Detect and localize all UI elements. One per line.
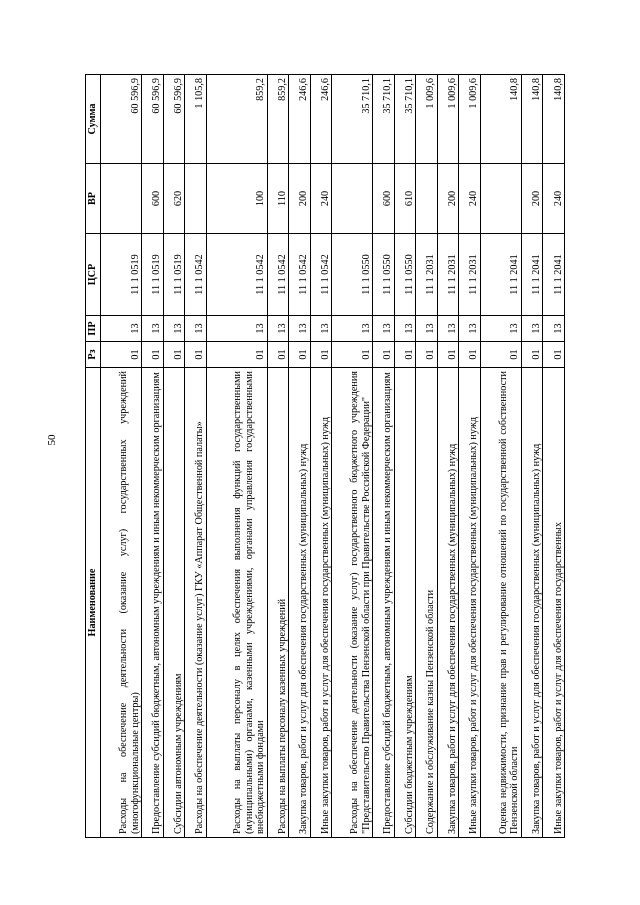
header-vr: ВР bbox=[86, 164, 101, 234]
cell-sum: 1 009,6 bbox=[437, 75, 458, 164]
cell-pr: 13 bbox=[142, 316, 163, 342]
cell-sum: 60 596,9 bbox=[142, 75, 163, 164]
cell-pr: 13 bbox=[163, 316, 184, 342]
table-row bbox=[373, 75, 394, 838]
cell-pr: 13 bbox=[543, 316, 565, 342]
cell-csr: 11 1 2041 bbox=[543, 234, 565, 316]
cell-sum: 859,2 bbox=[206, 75, 267, 164]
page-number: 50 bbox=[46, 434, 58, 446]
cell-name: Закупка товаров, работ и услуг для обеспечения государственных (муниципальных) нужд bbox=[521, 368, 542, 838]
table-row bbox=[101, 75, 142, 838]
table-row bbox=[437, 75, 458, 838]
cell-name: Расходы на выплаты персоналу казенных учреждений bbox=[267, 368, 288, 838]
cell-sum: 140,8 bbox=[480, 75, 521, 164]
cell-csr: 11 1 0550 bbox=[332, 234, 373, 316]
cell-pr: 13 bbox=[459, 316, 480, 342]
cell-rz: 01 bbox=[267, 342, 288, 368]
cell-csr: 11 1 2031 bbox=[459, 234, 480, 316]
cell-vr: 100 bbox=[206, 164, 267, 234]
cell-sum: 140,8 bbox=[521, 75, 542, 164]
cell-pr: 13 bbox=[416, 316, 437, 342]
cell-pr: 13 bbox=[267, 316, 288, 342]
cell-rz: 01 bbox=[480, 342, 521, 368]
table-row bbox=[521, 75, 542, 838]
cell-rz: 01 bbox=[437, 342, 458, 368]
header-sum: Сумма bbox=[86, 75, 101, 164]
cell-name: Иные закупки товаров, работ и услуг для обеспечения государственных (муниципальных) нужд bbox=[310, 368, 331, 838]
cell-rz: 01 bbox=[521, 342, 542, 368]
table-header-row bbox=[86, 75, 101, 838]
table-row bbox=[480, 75, 521, 838]
cell-rz: 01 bbox=[416, 342, 437, 368]
cell-vr: 600 bbox=[373, 164, 394, 234]
cell-rz: 01 bbox=[289, 342, 310, 368]
cell-name: Субсидии автономным учреждениям bbox=[163, 368, 184, 838]
cell-name: Оценка недвижимости, признание прав и регулирование отношений по государственной собственности Пензенской области bbox=[480, 368, 521, 838]
cell-csr: 11 1 0542 bbox=[310, 234, 331, 316]
cell-pr: 13 bbox=[289, 316, 310, 342]
cell-rz: 01 bbox=[163, 342, 184, 368]
budget-table bbox=[85, 74, 565, 838]
cell-vr: 240 bbox=[543, 164, 565, 234]
table-row bbox=[142, 75, 163, 838]
cell-csr: 11 1 2041 bbox=[480, 234, 521, 316]
cell-vr: 200 bbox=[289, 164, 310, 234]
cell-sum: 1 009,6 bbox=[459, 75, 480, 164]
table-row bbox=[543, 75, 565, 838]
cell-name: Расходы на обеспечение деятельности (оказание услуг) государственных учреждений (многофункциональные центры) bbox=[101, 368, 142, 838]
cell-vr bbox=[480, 164, 521, 234]
table-row bbox=[459, 75, 480, 838]
cell-name: Предоставление субсидий бюджетным, автономным учреждениям и иным некоммерческим организациям bbox=[142, 368, 163, 838]
cell-sum: 60 596,9 bbox=[101, 75, 142, 164]
table-row bbox=[416, 75, 437, 838]
cell-csr: 11 1 0519 bbox=[163, 234, 184, 316]
cell-csr: 11 1 2031 bbox=[416, 234, 437, 316]
cell-rz: 01 bbox=[459, 342, 480, 368]
cell-csr: 11 1 0542 bbox=[289, 234, 310, 316]
cell-vr: 240 bbox=[459, 164, 480, 234]
cell-sum: 246,6 bbox=[310, 75, 331, 164]
cell-pr: 13 bbox=[373, 316, 394, 342]
cell-rz: 01 bbox=[101, 342, 142, 368]
cell-pr: 13 bbox=[394, 316, 415, 342]
cell-csr: 11 1 0550 bbox=[394, 234, 415, 316]
table-row bbox=[163, 75, 184, 838]
cell-csr: 11 1 0542 bbox=[206, 234, 267, 316]
cell-sum: 60 596,9 bbox=[163, 75, 184, 164]
header-rz: Рз bbox=[86, 342, 101, 368]
cell-sum: 246,6 bbox=[289, 75, 310, 164]
cell-rz: 01 bbox=[206, 342, 267, 368]
cell-pr: 13 bbox=[101, 316, 142, 342]
cell-vr: 200 bbox=[521, 164, 542, 234]
cell-name: Субсидии бюджетным учреждениям bbox=[394, 368, 415, 838]
cell-rz: 01 bbox=[332, 342, 373, 368]
cell-vr: 600 bbox=[142, 164, 163, 234]
cell-rz: 01 bbox=[310, 342, 331, 368]
table-row bbox=[332, 75, 373, 838]
cell-pr: 13 bbox=[206, 316, 267, 342]
cell-sum: 35 710,1 bbox=[394, 75, 415, 164]
table-row bbox=[267, 75, 288, 838]
cell-name: Иные закупки товаров, работ и услуг для обеспечения государственных (муниципальных) нужд bbox=[459, 368, 480, 838]
cell-name: Содержание и обслуживание казны Пензенской области bbox=[416, 368, 437, 838]
cell-csr: 11 1 0519 bbox=[142, 234, 163, 316]
header-csr: ЦСР bbox=[86, 234, 101, 316]
cell-pr: 13 bbox=[521, 316, 542, 342]
cell-sum: 140,8 bbox=[543, 75, 565, 164]
cell-csr: 11 1 0542 bbox=[185, 234, 206, 316]
cell-name: Иные закупки товаров, работ и услуг для обеспечения государственных bbox=[543, 368, 565, 838]
cell-vr: 610 bbox=[394, 164, 415, 234]
cell-pr: 13 bbox=[437, 316, 458, 342]
cell-csr: 11 1 2031 bbox=[437, 234, 458, 316]
cell-vr bbox=[101, 164, 142, 234]
cell-name: Расходы на выплаты персоналу в целях обеспечения выполнения функций государственными (муниципальными) органами, казенными учреждениями, органами управления государственными внебюджетными фондами bbox=[206, 368, 267, 838]
cell-pr: 13 bbox=[185, 316, 206, 342]
cell-sum: 859,2 bbox=[267, 75, 288, 164]
cell-vr bbox=[185, 164, 206, 234]
cell-rz: 01 bbox=[543, 342, 565, 368]
cell-rz: 01 bbox=[185, 342, 206, 368]
table-row bbox=[185, 75, 206, 838]
cell-name: Предоставление субсидий бюджетным, автономным учреждениям и иным некоммерческим организациям bbox=[373, 368, 394, 838]
cell-name: Расходы на обеспечение деятельности (оказание услуг) государственного бюджетного учреждения "Представительство Правительства Пензенской области при Правительстве Российской Федерации" bbox=[332, 368, 373, 838]
table-row bbox=[394, 75, 415, 838]
cell-vr: 200 bbox=[437, 164, 458, 234]
cell-sum: 1 009,6 bbox=[416, 75, 437, 164]
cell-rz: 01 bbox=[373, 342, 394, 368]
table-row bbox=[310, 75, 331, 838]
cell-name: Расходы на обеспечение деятельности (оказание услуг) ГКУ «Аппарат Общественной палаты» bbox=[185, 368, 206, 838]
cell-csr: 11 1 2041 bbox=[521, 234, 542, 316]
budget-table-region bbox=[85, 75, 565, 838]
cell-pr: 13 bbox=[480, 316, 521, 342]
cell-vr: 110 bbox=[267, 164, 288, 234]
cell-csr: 11 1 0550 bbox=[373, 234, 394, 316]
cell-name: Закупка товаров, работ и услуг для обеспечения государственных (муниципальных) нужд bbox=[289, 368, 310, 838]
cell-vr bbox=[416, 164, 437, 234]
cell-vr: 620 bbox=[163, 164, 184, 234]
header-pr: ПР bbox=[86, 316, 101, 342]
cell-vr bbox=[332, 164, 373, 234]
table-row bbox=[206, 75, 267, 838]
cell-pr: 13 bbox=[310, 316, 331, 342]
cell-csr: 11 1 0519 bbox=[101, 234, 142, 316]
cell-vr: 240 bbox=[310, 164, 331, 234]
table-row bbox=[289, 75, 310, 838]
cell-pr: 13 bbox=[332, 316, 373, 342]
cell-sum: 35 710,1 bbox=[332, 75, 373, 164]
cell-rz: 01 bbox=[394, 342, 415, 368]
cell-csr: 11 1 0542 bbox=[267, 234, 288, 316]
header-name: Наименование bbox=[86, 368, 101, 838]
cell-name: Закупка товаров, работ и услуг для обеспечения государственных (муниципальных) нужд bbox=[437, 368, 458, 838]
cell-sum: 1 105,8 bbox=[185, 75, 206, 164]
rotated-table-container bbox=[85, 75, 565, 838]
cell-rz: 01 bbox=[142, 342, 163, 368]
cell-sum: 35 710,1 bbox=[373, 75, 394, 164]
